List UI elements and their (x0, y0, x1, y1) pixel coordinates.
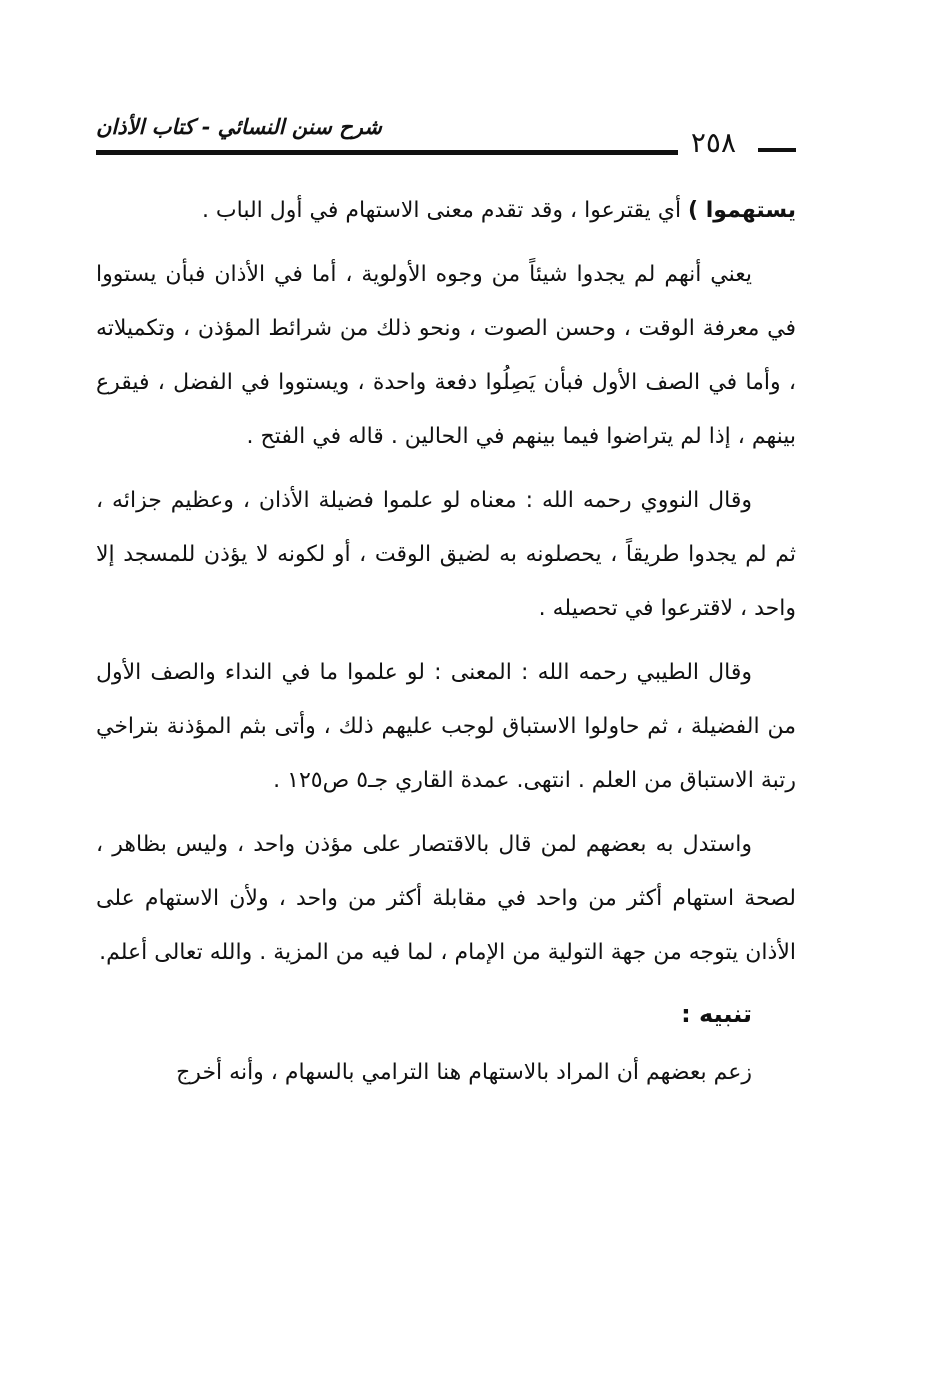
running-header (96, 112, 796, 159)
paragraph-6: زعم بعضهم أن المراد بالاستهام هنا الترامي بالسهام ، وأنه أخرج (176, 1060, 752, 1085)
paragraph-4: وقال الطيبي رحمه الله : المعنى : لو علموا ما في النداء والصف الأول من الفضيلة ، ثم حاولوا الاستباق لوجب عليهم ذلك ، وأتى بثم المؤذنة بتراخي رتبة الاستباق من العلم . انتهى. عمدة القاري جـ٥ ص١٢٥ . (96, 660, 796, 793)
page-number: ٢٥٨ (683, 128, 744, 158)
paragraph-1 (96, 184, 796, 238)
running-header-title: شرح سنن النسائي - كتاب الأذان (96, 114, 382, 139)
notice-heading: تنبيه : (681, 1000, 752, 1028)
paragraph-3: وقال النووي رحمه الله : معناه لو علموا فضيلة الأذان ، وعظيم جزائه ، ثم لم يجدوا طريقاً ، يحصلونه به لضيق الوقت ، أو لكونه لا يؤذن للمسجد إلا واحد ، لاقترعوا في تحصيله . (96, 488, 796, 621)
paragraph-2: يعني أنهم لم يجدوا شيئاً من وجوه الأولوية ، أما في الأذان فبأن يستووا في معرفة الوقت ، وحسن الصوت ، ونحو ذلك من شرائط المؤذن ، وتكميلاته ، وأما في الصف الأول فبأن يَصِلُوا دفعة واحدة ، ويستووا في الفضل ، فيقرع بينهم ، إذا لم يتراضوا فيما بينهم في الحالين . قاله في الفتح . (96, 262, 796, 449)
page-number-dash (758, 148, 796, 152)
body-text (96, 184, 796, 1110)
paragraph-1-lead: يستهموا ) (688, 198, 796, 223)
paragraph-1-text: أي يقترعوا ، وقد تقدم معنى الاستهام في أول الباب . (201, 198, 689, 223)
header-rule (96, 150, 678, 155)
paragraph-5: واستدل به بعضهم لمن قال بالاقتصار على مؤذن واحد ، وليس بظاهر ، لصحة استهام أكثر من واحد في مقابلة أكثر من واحد ، ولأن الاستهام على الأذان يتوجه من جهة التولية من الإمام ، لما فيه من المزية . والله تعالى أعلم. (96, 832, 796, 965)
